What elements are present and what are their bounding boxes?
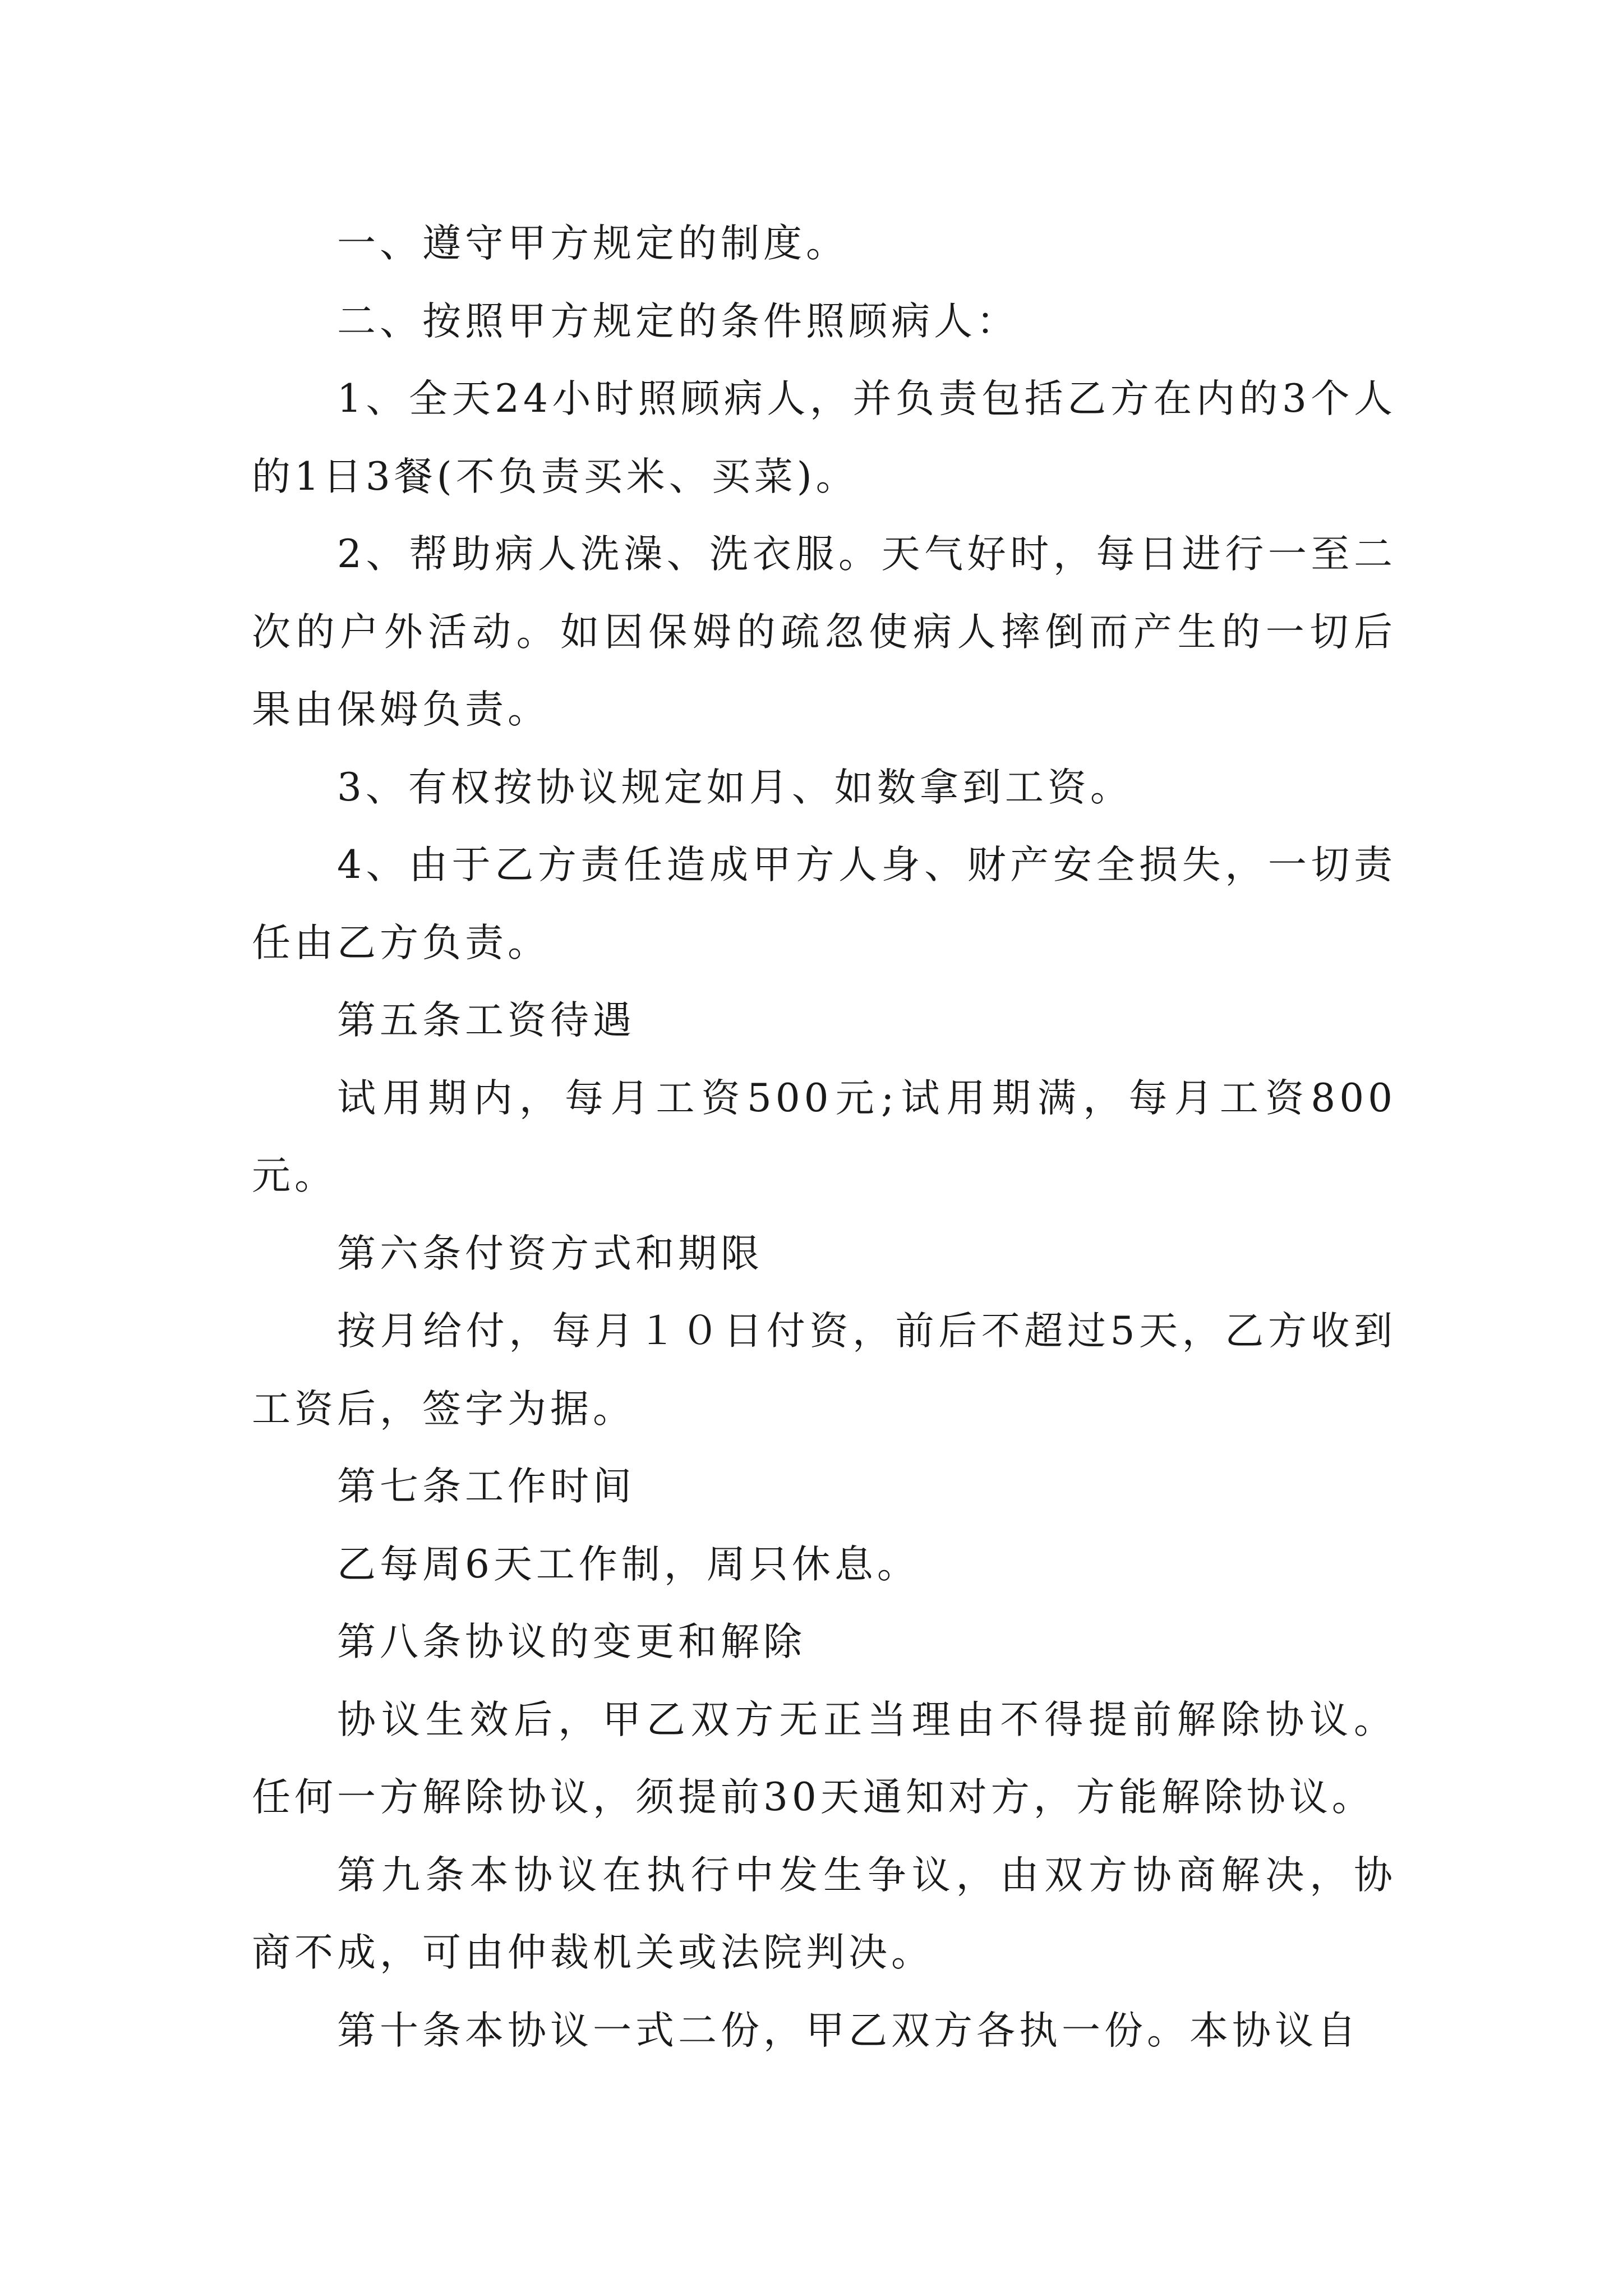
paragraph-1: 一、遵守甲方规定的制度。 [337, 221, 849, 266]
paragraph-15: 第九条本协议在执行中发生争议，由双方协商解决，协商不成，可由仲裁机关或法院判决。 [252, 1852, 1396, 1975]
paragraph-14: 协议生效后，甲乙双方无正当理由不得提前解除协议。任何一方解除协议，须提前30天通知对方，方能解除协议。 [252, 1697, 1396, 1820]
section-heading-6: 第六条付资方式和期限 [337, 1231, 763, 1276]
paragraph-4: 2、帮助病人洗澡、洗衣服。天气好时，每日进行一至二次的户外活动。如因保姆的疏忽使病人摔倒而产生的一切后果由保姆负责。 [252, 532, 1396, 732]
paragraph-10: 按月给付，每月１０日付资，前后不超过5天，乙方收到工资后，签字为据。 [252, 1309, 1396, 1432]
section-heading-5: 第五条工资待遇 [337, 998, 635, 1043]
paragraph-16: 第十条本协议一式二份，甲乙双方各执一份。本协议自 [337, 2008, 1360, 2053]
paragraph-8: 试用期内，每月工资500元;试用期满，每月工资800元。 [252, 1075, 1396, 1198]
paragraph-3: 1、全天24小时照顾病人，并负责包括乙方在内的3个人的1日3餐(不负责买米、买菜)。 [252, 376, 1396, 499]
paragraph-2: 二、按照甲方规定的条件照顾病人： [337, 298, 1019, 344]
paragraph-6: 4、由于乙方责任造成甲方人身、财产安全损失，一切责任由乙方负责。 [252, 843, 1396, 965]
paragraph-5: 3、有权按协议规定如月、如数拿到工资。 [337, 765, 1133, 810]
section-heading-7: 第七条工作时间 [337, 1464, 635, 1509]
section-heading-8: 第八条协议的变更和解除 [337, 1619, 806, 1664]
paragraph-12: 乙每周6天工作制，周只休息。 [337, 1542, 920, 1587]
document-body [252, 205, 1396, 2069]
